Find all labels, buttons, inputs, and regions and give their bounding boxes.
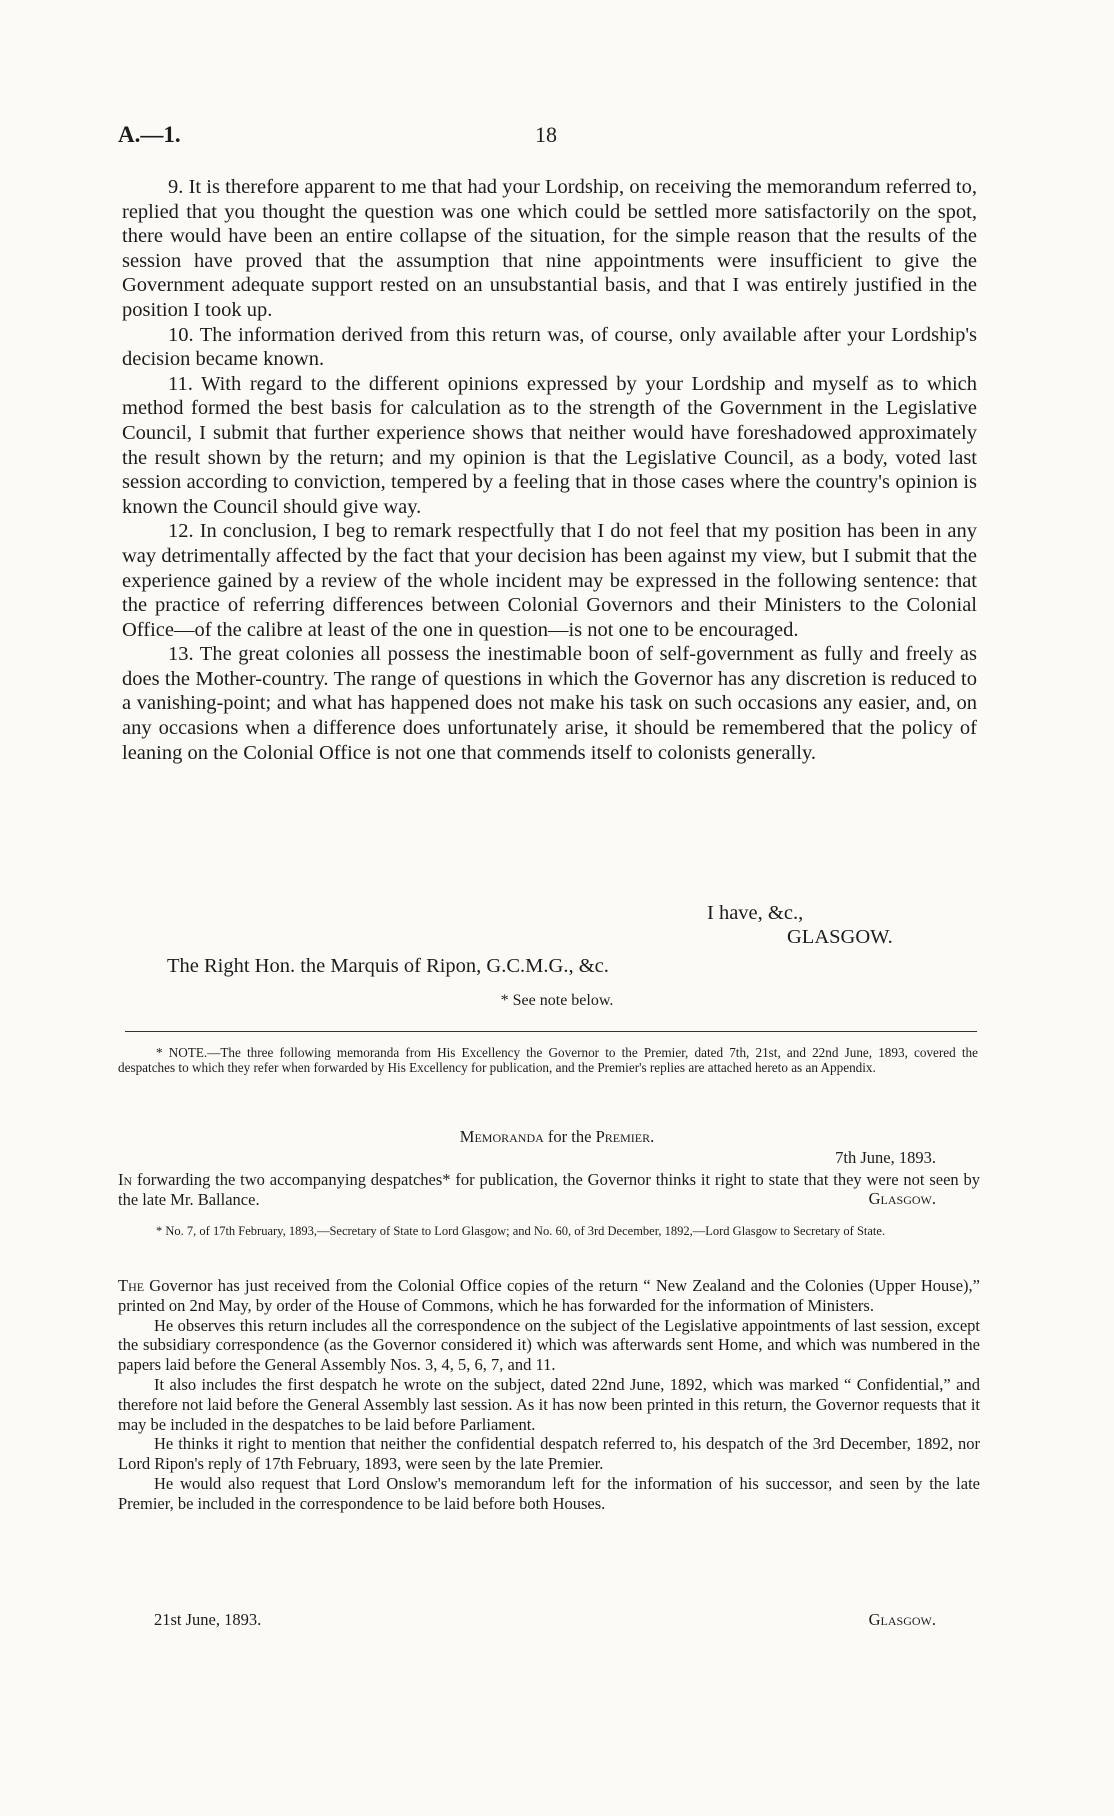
see-note-below: * See note below. xyxy=(500,992,614,1009)
memo2-paragraph-1 xyxy=(118,1276,980,1316)
memo1-body xyxy=(118,1170,980,1209)
memoranda-heading xyxy=(0,1127,1114,1147)
document-id: A.—1. xyxy=(118,122,181,147)
memo2-first-text: Governor has just received from the Colonial Office copies of the return “ New Zealand and the Colonies (Upper House),” printed on 2nd May, by order of the House of Commons, which he has forwarded for the information of Ministers. xyxy=(118,1276,980,1315)
signature: GLASGOW. xyxy=(787,926,893,948)
memo1-text: forwarding the two accompanying despatches* for publication, the Governor thinks it right to state that they were not seen by the late Mr. Ballance. xyxy=(118,1170,980,1209)
paragraph-12: 12. In conclusion, I beg to remark respectfully that I do not feel that my position has been in any way detrimentally affected by the fact that your decision has been against my view, but I submit that the experience gained by a review of the whole incident may be expressed in the following sentence: that the practice of referring differences between Colonial Governors and their Ministers to the Colonial Office—of the calibre at least of the one in question—is not one to be encouraged. xyxy=(122,520,977,641)
memo1-signature: Glasgow. xyxy=(868,1189,936,1208)
footnote-divider xyxy=(125,1031,977,1032)
memo2-paragraph-3: It also includes the first despatch he wrote on the subject, dated 22nd June, 1892, which was marked “ Confidential,” and therefore not laid before the General Assembly last session. As it has now been printed in this return, the Governor requests that it may be included in the despatches to be laid before Parliament. xyxy=(118,1374,980,1434)
memo1-footnote: * No. 7, of 17th February, 1893,—Secretary of State to Lord Glasgow; and No. 60, of 3rd December, 1892,—Lord Glasgow to Secretary of State. xyxy=(156,1224,886,1238)
memo2-paragraph-5: He would also request that Lord Onslow's memorandum left for the information of his successor, and seen by the late Premier, be included in the correspondence to be laid before both Houses. xyxy=(118,1473,980,1513)
paragraph-11: 11. With regard to the different opinions expressed by your Lordship and myself as to which method formed the best basis for calculation as to the strength of the Government in the Legislative Council, I submit that further experience shows that neither would have foreshadowed approximately the result shown by the return; and my opinion is that the Legislative Council, as a body, voted last session according to conviction, tempered by a feeling that in those cases where the country's opinion is known the Council should give way. xyxy=(122,372,977,518)
paragraph-10: 10. The information derived from this return was, of course, only available after your Lordship's decision became known. xyxy=(122,323,977,371)
memoranda-heading-a: Memoranda xyxy=(459,1127,544,1146)
paragraph-13: 13. The great colonies all possess the inestimable boon of self-government as fully and freely as does the Mother-country. The range of questions in which the Governor has any discretion is reduced to a vanishing-point; and what has happened does not make his task on such occasions any easier, and, on any occasions when a difference does unfortunately arise, it should be remembered that the policy of leaning on the Colonial Office is not one that commends itself to colonists generally. xyxy=(122,643,977,764)
memoranda-heading-c: Premier. xyxy=(595,1127,655,1146)
memo1-lead: In xyxy=(118,1170,133,1189)
memo2-paragraph-4: He thinks it right to mention that neither the confidential despatch referred to, his despatch of the 3rd December, 1892, nor Lord Ripon's reply of 17th February, 1893, were seen by the late Premier. xyxy=(118,1434,980,1474)
letter-signature-block xyxy=(0,901,1114,1021)
closing-line: I have, &c., xyxy=(707,902,804,924)
memo2-body xyxy=(118,1276,980,1514)
memoranda-heading-b: for the xyxy=(543,1127,596,1146)
footnote-note: * NOTE.—The three following memoranda from His Excellency the Governor to the Premier, dated 7th, 21st, and 22nd June, 1893, covered the despatches to which they refer when forwarded by His Excellency for publication, and the Premier's replies are attached hereto as an Appendix. xyxy=(118,1045,978,1076)
paragraph-9: 9. It is therefore apparent to me that had your Lordship, on receiving the memorandum referred to, replied that you thought the question was one which could be settled more satisfactorily on the spot, there would have been an entire collapse of the situation, for the simple reason that the results of the session have proved that the assumption that nine appointments were insufficient to give the Government adequate support rested on an unsubstantial basis, and that I was entirely justified in the position I took up. xyxy=(122,176,977,321)
memo2-lead: The xyxy=(118,1276,145,1295)
memo2-signature: Glasgow. xyxy=(868,1610,936,1629)
memo2-paragraph-2: He observes this return includes all the correspondence on the subject of the Legislative appointments of last session, except the subsidiary correspondence (as the Governor considered it) which was afterwards sent Home, and which was numbered in the papers laid before the General Assembly Nos. 3, 4, 5, 6, 7, and 11. xyxy=(118,1315,980,1375)
memo1-date: 7th June, 1893. xyxy=(835,1148,936,1167)
memo1-paragraph xyxy=(118,1170,980,1209)
letter-body xyxy=(122,175,977,765)
page-number: 18 xyxy=(535,122,557,147)
memo2-date: 21st June, 1893. xyxy=(154,1610,262,1629)
addressee: The Right Hon. the Marquis of Ripon, G.C.M.G., &c. xyxy=(167,955,609,977)
